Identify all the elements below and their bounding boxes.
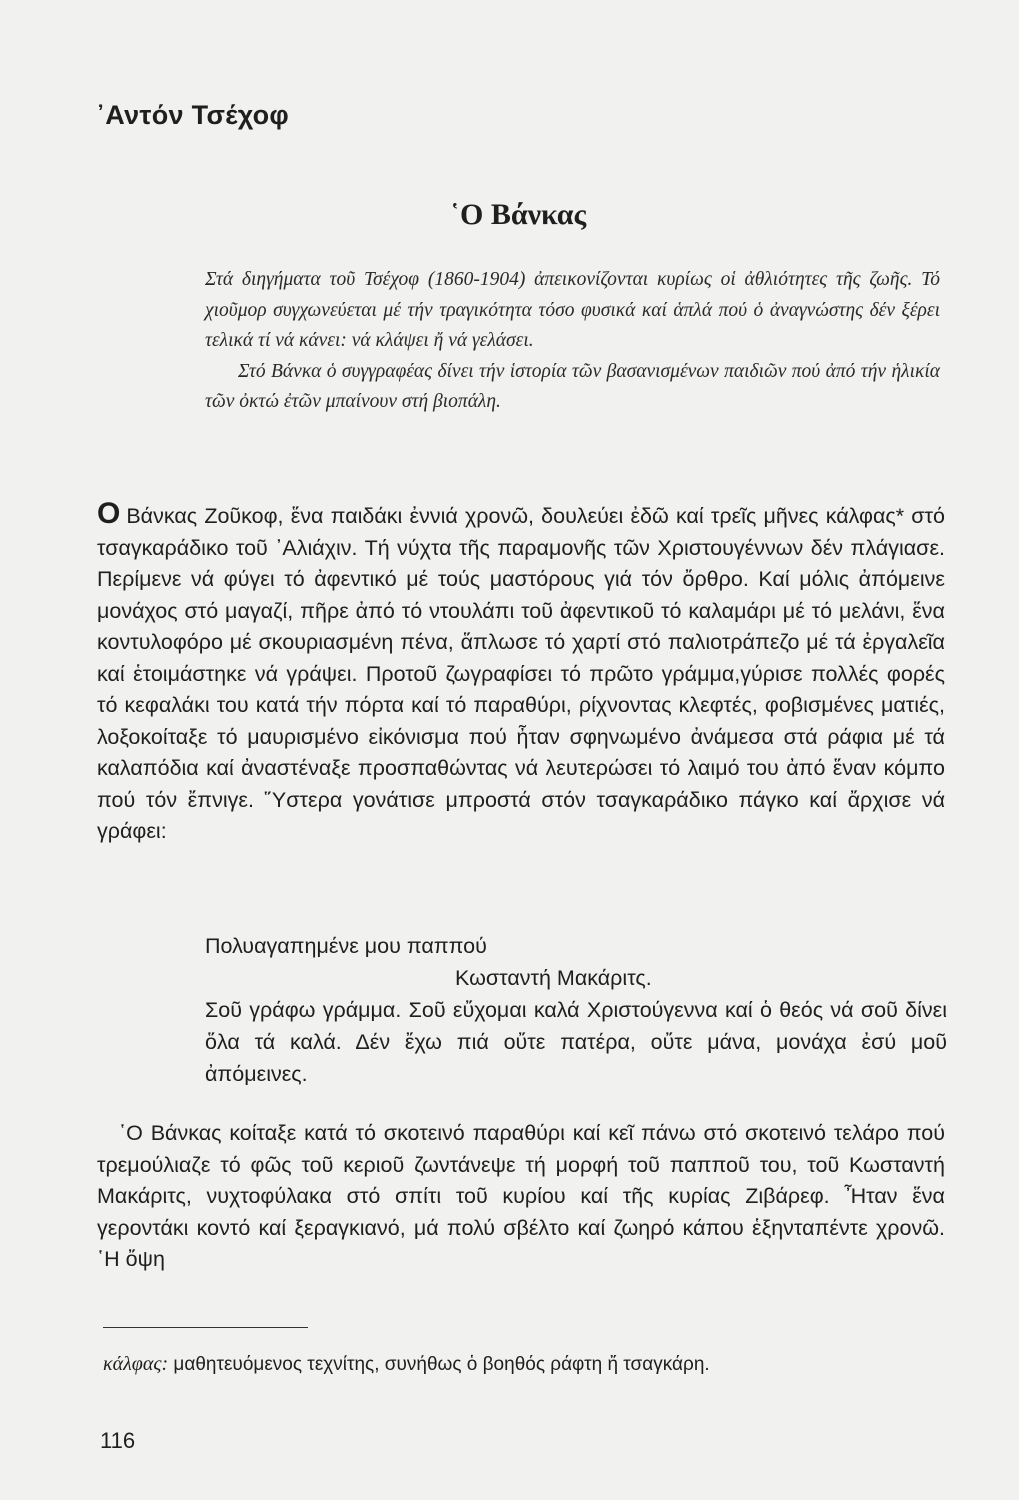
footnote-term: κάλφας: (103, 1353, 169, 1375)
letter-text: Σοῦ γράφω γράμμα. Σοῦ εὔχομαι καλά Χριστούγεννα καί ὁ θεός νά σοῦ δίνει ὅλα τά καλά. Δέν ἔχω πιά οὔτε πατέρα, οὔτε μάνα, μονάχα ἐσύ μοῦ ἀπόμεινες. (205, 998, 947, 1086)
footnote-text: μαθητευόμενος τεχνίτης, συνήθως ὁ βοηθός ράφτη ἤ τσαγκάρη. (173, 1354, 710, 1375)
intro-paragraph-1: Στά διηγήματα τοῦ Τσέχοφ (1860-1904) ἀπεικονίζονται κυρίως οἱ ἀθλιότητες τῆς ζωῆς. Τό χιοῦμορ συγχωνεύεται μέ τήν τραγικότητα τόσο φυσικά καί ἁπλά πού ὁ ἀναγνώστης δέν ξέρει τελικά τί νά κάνει: νά κλάψει ἤ νά γελάσει. (205, 269, 940, 351)
intro-section (205, 265, 940, 418)
letter-recipient-name: Κωσταντή Μακάριτς. (455, 966, 652, 990)
story-body-continued (97, 1118, 945, 1276)
story-body (97, 498, 945, 848)
footnote (103, 1351, 923, 1378)
drop-cap: Ο (97, 497, 121, 530)
body-paragraph-2: ῾Ο Βάνκας κοίταξε κατά τό σκοτεινό παραθύρι καί κεῖ πάνω στό σκοτεινό τελάρο πού τρεμούλιαζε τό φῶς τοῦ κεριοῦ ζωντάνεψε τή μορφή τοῦ παπποῦ του, τοῦ Κωσταντή Μακάριτς, νυχτοφύλακα στό σπίτι τοῦ κυρίου καί τῆς κυρίας Ζιβάρεφ. Ἦταν ἕνα γεροντάκι κοντό καί ξεραγκιανό, μά πολύ σβέλτο καί ζωηρό κάπου ἑξηνταπέντε χρονῶ. ῾Η ὄψη (97, 1121, 945, 1271)
intro-paragraph-2: Στό Βάνκα ὁ συγγραφέας δίνει τήν ἱστορία τῶν βασανισμένων παιδιῶν πού ἀπό τήν ἡλικία τῶν ὀκτώ ἐτῶν μπαίνουν στή βιοπάλη. (205, 360, 940, 412)
letter-block (205, 930, 947, 1090)
letter-salutation: Πολυαγαπημένε μου παππού (205, 934, 487, 958)
body-paragraph-1 (97, 498, 945, 848)
body-paragraph-1-text: Βάνκας Ζοῦκοφ, ἕνα παιδάκι ἐννιά χρονῶ, δουλεύει ἐδῶ καί τρεῖς μῆνες κάλφας* στό τσαγκαράδικο τοῦ ᾿Αλιάχιν. Τή νύχτα τῆς παραμονῆς τῶν Χριστουγέννων δέν πλάγιασε. Περίμενε νά φύγει τό ἀφεντικό μέ τούς μαστόρους γιά τόν ὄρθρο. Καί μόλις ἀπόμεινε μονάχος στό μαγαζί, πῆρε ἀπό τό ντουλάπι τοῦ ἀφεντικοῦ τό καλαμάρι μέ τό μελάνι, ἕνα κοντυλοφόρο μέ σκουριασμένη πένα, ἅπλωσε τό χαρτί στό παλιοτράπεζο μέ τά ἐργαλεῖα καί ἑτοιμάστηκε νά γράψει. Προτοῦ ζωγραφίσει τό πρῶτο γράμμα,γύρισε πολλές φορές τό κεφαλάκι του κατά τήν πόρτα καί τό παραθύρι, ρίχνοντας κλεφτές, φοβισμένες ματιές, λοξοκοίταξε τό μαυρισμένο εἰκόνισμα πού ἦταν σφηνωμένο ἀνάμεσα στά ράφια μέ τά καλαπόδια καί ἀναστέναξε προσπαθώντας νά λευτερώσει τό λαιμό του ἀπό ἕναν κόμπο πού τόν ἔπνιγε. Ὕστερα γονάτισε μπροστά στόν τσαγκαράδικο πάγκο καί ἄρχισε νά γράφει: (97, 504, 945, 843)
footnote-divider (103, 1327, 308, 1328)
story-title: ῾Ο Βάνκας (450, 198, 587, 231)
author-name: ᾿Αντόν Τσέχοφ (96, 100, 289, 130)
page-number: 116 (100, 1428, 136, 1453)
